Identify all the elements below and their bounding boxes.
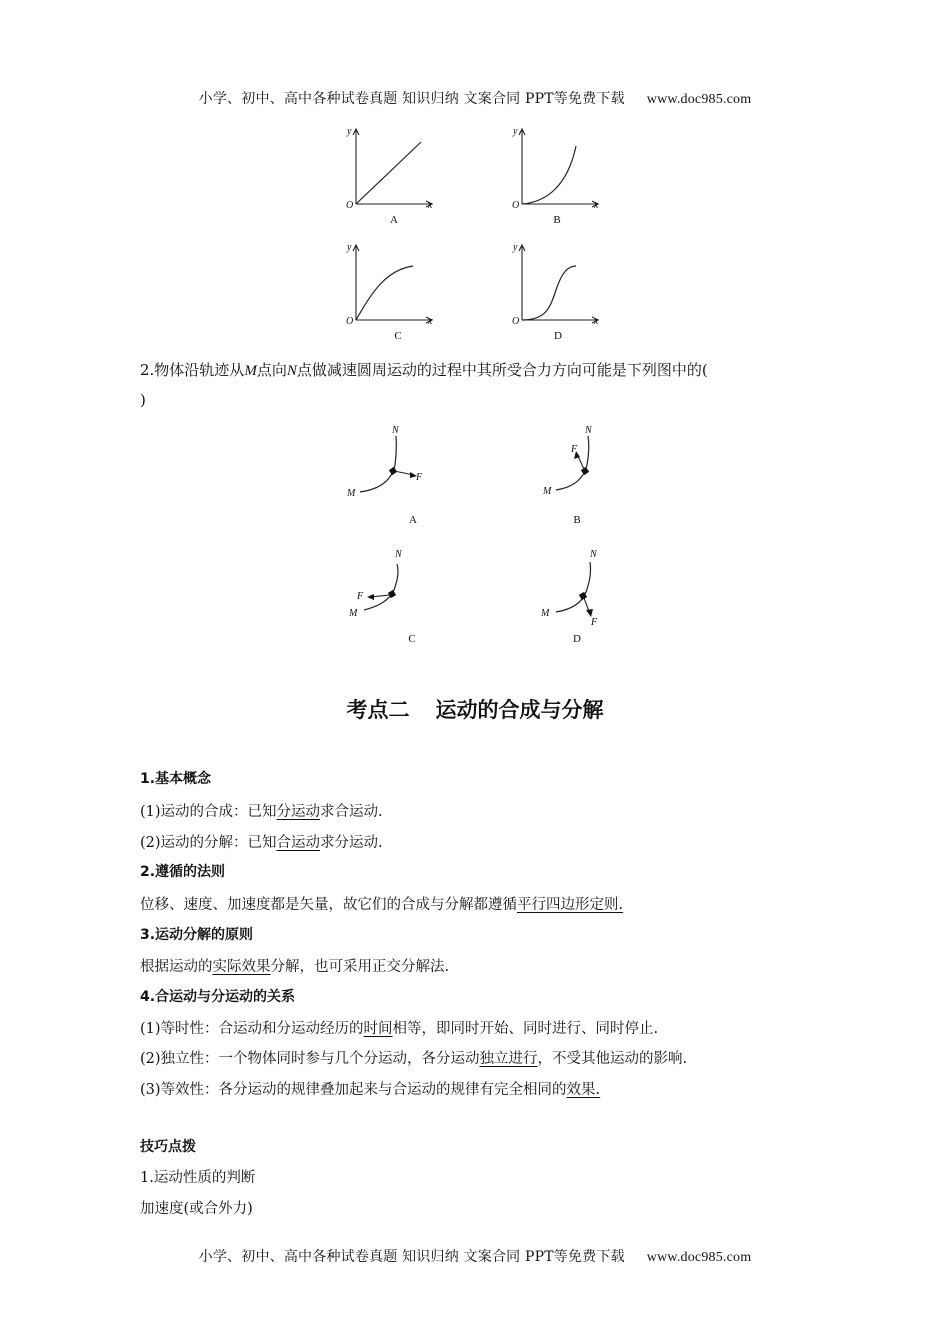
tips-heading: 技巧点拨	[140, 1139, 196, 1155]
page-footer	[0, 1246, 950, 1266]
text: 位移、速度、加速度都是矢量，故它们的合成与分解都遵循	[140, 897, 517, 913]
underlined-answer: 平行四边形定则.	[517, 897, 624, 913]
text: 分解，也可采用正交分解法.	[270, 959, 450, 975]
section-label: 考点二	[346, 698, 410, 722]
tips-line-1: 1.运动性质的判断	[140, 1170, 256, 1186]
q2-prefix: 2.物体沿轨迹从	[140, 361, 245, 379]
underlined-answer: 实际效果	[212, 959, 271, 975]
q2-suffix: 点做减速圆周运动的过程中其所受合力方向可能是下列图中的(	[296, 361, 708, 379]
origin-label: O	[512, 316, 520, 327]
trajectory-arc	[360, 436, 396, 492]
x-label: x	[428, 200, 433, 211]
text: (3)等效性：各分运动的规律叠加起来与合运动的规律有完全相同的	[140, 1082, 567, 1098]
start-label: M	[541, 608, 550, 619]
option-c	[340, 544, 450, 650]
option-caption: B	[573, 514, 581, 526]
graph-caption: B	[553, 214, 561, 226]
underlined-answer: 合运动	[276, 835, 321, 851]
y-label: y	[513, 126, 518, 137]
underlined-answer: 时间	[363, 1021, 393, 1037]
y-label: y	[347, 126, 352, 137]
start-label: M	[543, 486, 552, 497]
force-label: F	[591, 617, 598, 628]
force-arrowhead	[586, 609, 593, 617]
graph-b	[510, 124, 610, 228]
graph-caption: C	[394, 330, 402, 342]
footer-text: 小学、初中、高中各种试卷真题 知识归纳 文案合同 PPT等免费下载	[198, 1249, 625, 1265]
option-a	[340, 420, 450, 532]
x-label: x	[594, 200, 599, 211]
header-text: 小学、初中、高中各种试卷真题 知识归纳 文案合同 PPT等免费下载	[198, 91, 625, 107]
heading-rules: 2.遵循的法则	[140, 864, 226, 880]
graph-curve	[356, 266, 413, 320]
text: 求分运动.	[320, 835, 383, 851]
y-label: y	[347, 242, 352, 253]
heading-relation: 4.合运动与分运动的关系	[140, 989, 296, 1005]
section-title	[0, 694, 950, 724]
object-block	[581, 467, 589, 475]
origin-label: O	[346, 316, 354, 327]
graph-curve	[356, 142, 421, 204]
tips-line-2: 加速度(或合外力)	[140, 1201, 253, 1217]
end-label: N	[395, 549, 402, 560]
heading-basic-concepts: 1.基本概念	[140, 771, 212, 787]
graph-caption: A	[390, 214, 398, 226]
option-b	[530, 420, 640, 532]
header-site: www.doc985.com	[646, 92, 752, 107]
question-2	[140, 356, 812, 415]
trajectory-arc	[556, 562, 591, 612]
underlined-answer: 效果.	[566, 1082, 601, 1098]
heading-principle: 3.运动分解的原则	[140, 927, 254, 943]
q2-close: )	[140, 391, 146, 409]
concept-decomposition	[140, 831, 383, 852]
option-caption: C	[408, 633, 416, 645]
q2-mid: 点向	[256, 361, 287, 379]
text: (1)等时性：合运动和分运动经历的	[140, 1021, 364, 1037]
x-label: x	[428, 316, 433, 327]
force-label: F	[357, 591, 364, 602]
text: 相等，即同时开始、同时进行、同时停止.	[392, 1021, 659, 1037]
trajectory-arc	[364, 564, 398, 610]
start-label: M	[349, 608, 358, 619]
relation-independence	[140, 1047, 687, 1068]
start-label: M	[347, 488, 356, 499]
underlined-answer: 分运动	[276, 804, 321, 820]
origin-label: O	[512, 200, 520, 211]
end-label: N	[590, 549, 597, 560]
text: (2)独立性：一个物体同时参与几个分运动，各分运动	[140, 1051, 480, 1067]
section-heading: 运动的合成与分解	[435, 698, 604, 722]
text: (1)运动的合成：已知	[140, 804, 277, 820]
q2-n: N	[286, 363, 297, 379]
option-d	[530, 544, 640, 650]
concept-composition	[140, 800, 383, 821]
graph-caption: D	[554, 330, 562, 342]
graph-c	[344, 240, 444, 344]
graph-d	[510, 240, 610, 344]
relation-equivalence	[140, 1078, 600, 1099]
force-label: F	[571, 444, 578, 455]
page-header	[0, 88, 950, 108]
y-label: y	[513, 242, 518, 253]
text: ，不受其他运动的影响.	[537, 1051, 688, 1067]
graph-a	[344, 124, 444, 228]
rule-parallelogram	[140, 893, 623, 914]
option-caption: D	[573, 633, 581, 645]
end-label: N	[392, 425, 399, 436]
relation-isochronous	[140, 1017, 658, 1038]
graph-curve	[522, 146, 576, 204]
end-label: N	[585, 425, 592, 436]
origin-label: O	[346, 200, 354, 211]
force-arrowhead	[367, 594, 374, 600]
underlined-answer: 独立进行	[479, 1051, 538, 1067]
graph-curve	[522, 266, 576, 320]
option-caption: A	[409, 514, 417, 526]
text: 根据运动的	[140, 959, 213, 975]
text: (2)运动的分解：已知	[140, 835, 277, 851]
q2-m: M	[244, 363, 257, 379]
principle-text	[140, 955, 449, 976]
footer-site: www.doc985.com	[646, 1250, 752, 1265]
text: 求合运动.	[320, 804, 383, 820]
force-label: F	[416, 472, 423, 483]
x-label: x	[594, 316, 599, 327]
